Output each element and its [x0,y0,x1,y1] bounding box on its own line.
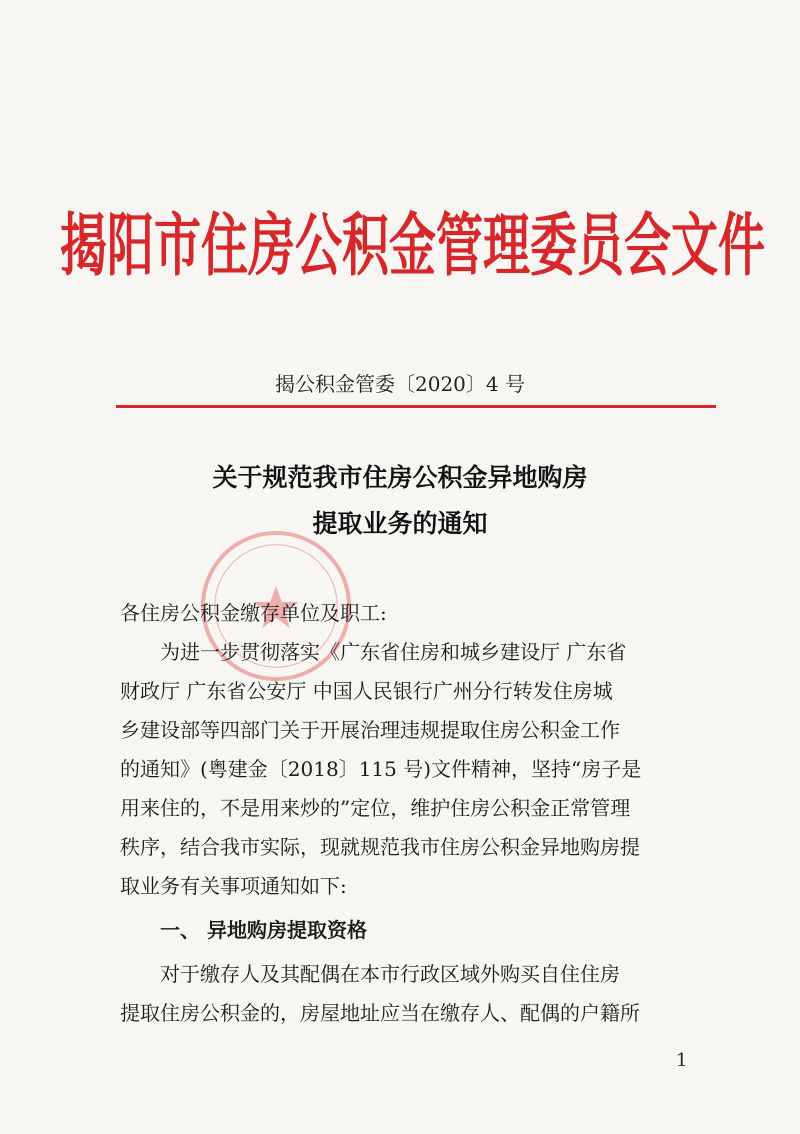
paragraph-1-line-4: 的通知》(粤建金〔2018〕115 号)文件精神，坚持“房子是 [120,757,642,781]
paragraph-1-line-2: 财政厅 广东省公安厅 中国人民银行广州分行转发住房城 [120,679,613,703]
document-number: 揭公积金管委〔2020〕4 号 [275,372,525,396]
paragraph-2-line-2: 提取住房公积金的，房屋地址应当在缴存人、配偶的户籍所 [120,1001,640,1025]
paragraph-1-line-3: 乡建设部等四部门关于开展治理违规提取住房公积金工作 [120,718,620,742]
salutation: 各住房公积金缴存单位及职工: [120,601,387,625]
red-divider-line [116,405,716,408]
notice-title-line-1: 关于规范我市住房公积金异地购房 [212,463,588,492]
notice-title-line-2: 提取业务的通知 [312,509,488,538]
paragraph-1-line-7: 取业务有关事项通知如下: [120,874,347,898]
page-number: 1 [676,1050,688,1071]
paragraph-2-line-1: 对于缴存人及其配偶在本市行政区域外购买自住住房 [160,962,620,986]
section-1-heading: 一、 异地购房提取资格 [160,918,367,942]
paragraph-1-line-5: 用来住的，不是用来炒的”定位，维护住房公积金正常管理 [120,796,631,820]
issuing-authority-header: 揭阳市住房公积金管理委员会文件 [60,206,765,287]
paragraph-1-line-1: 为进一步贯彻落实《广东省住房和城乡建设厅 广东省 [160,640,627,664]
paragraph-1-line-6: 秩序，结合我市实际，现就规范我市住房公积金异地购房提 [120,835,640,859]
